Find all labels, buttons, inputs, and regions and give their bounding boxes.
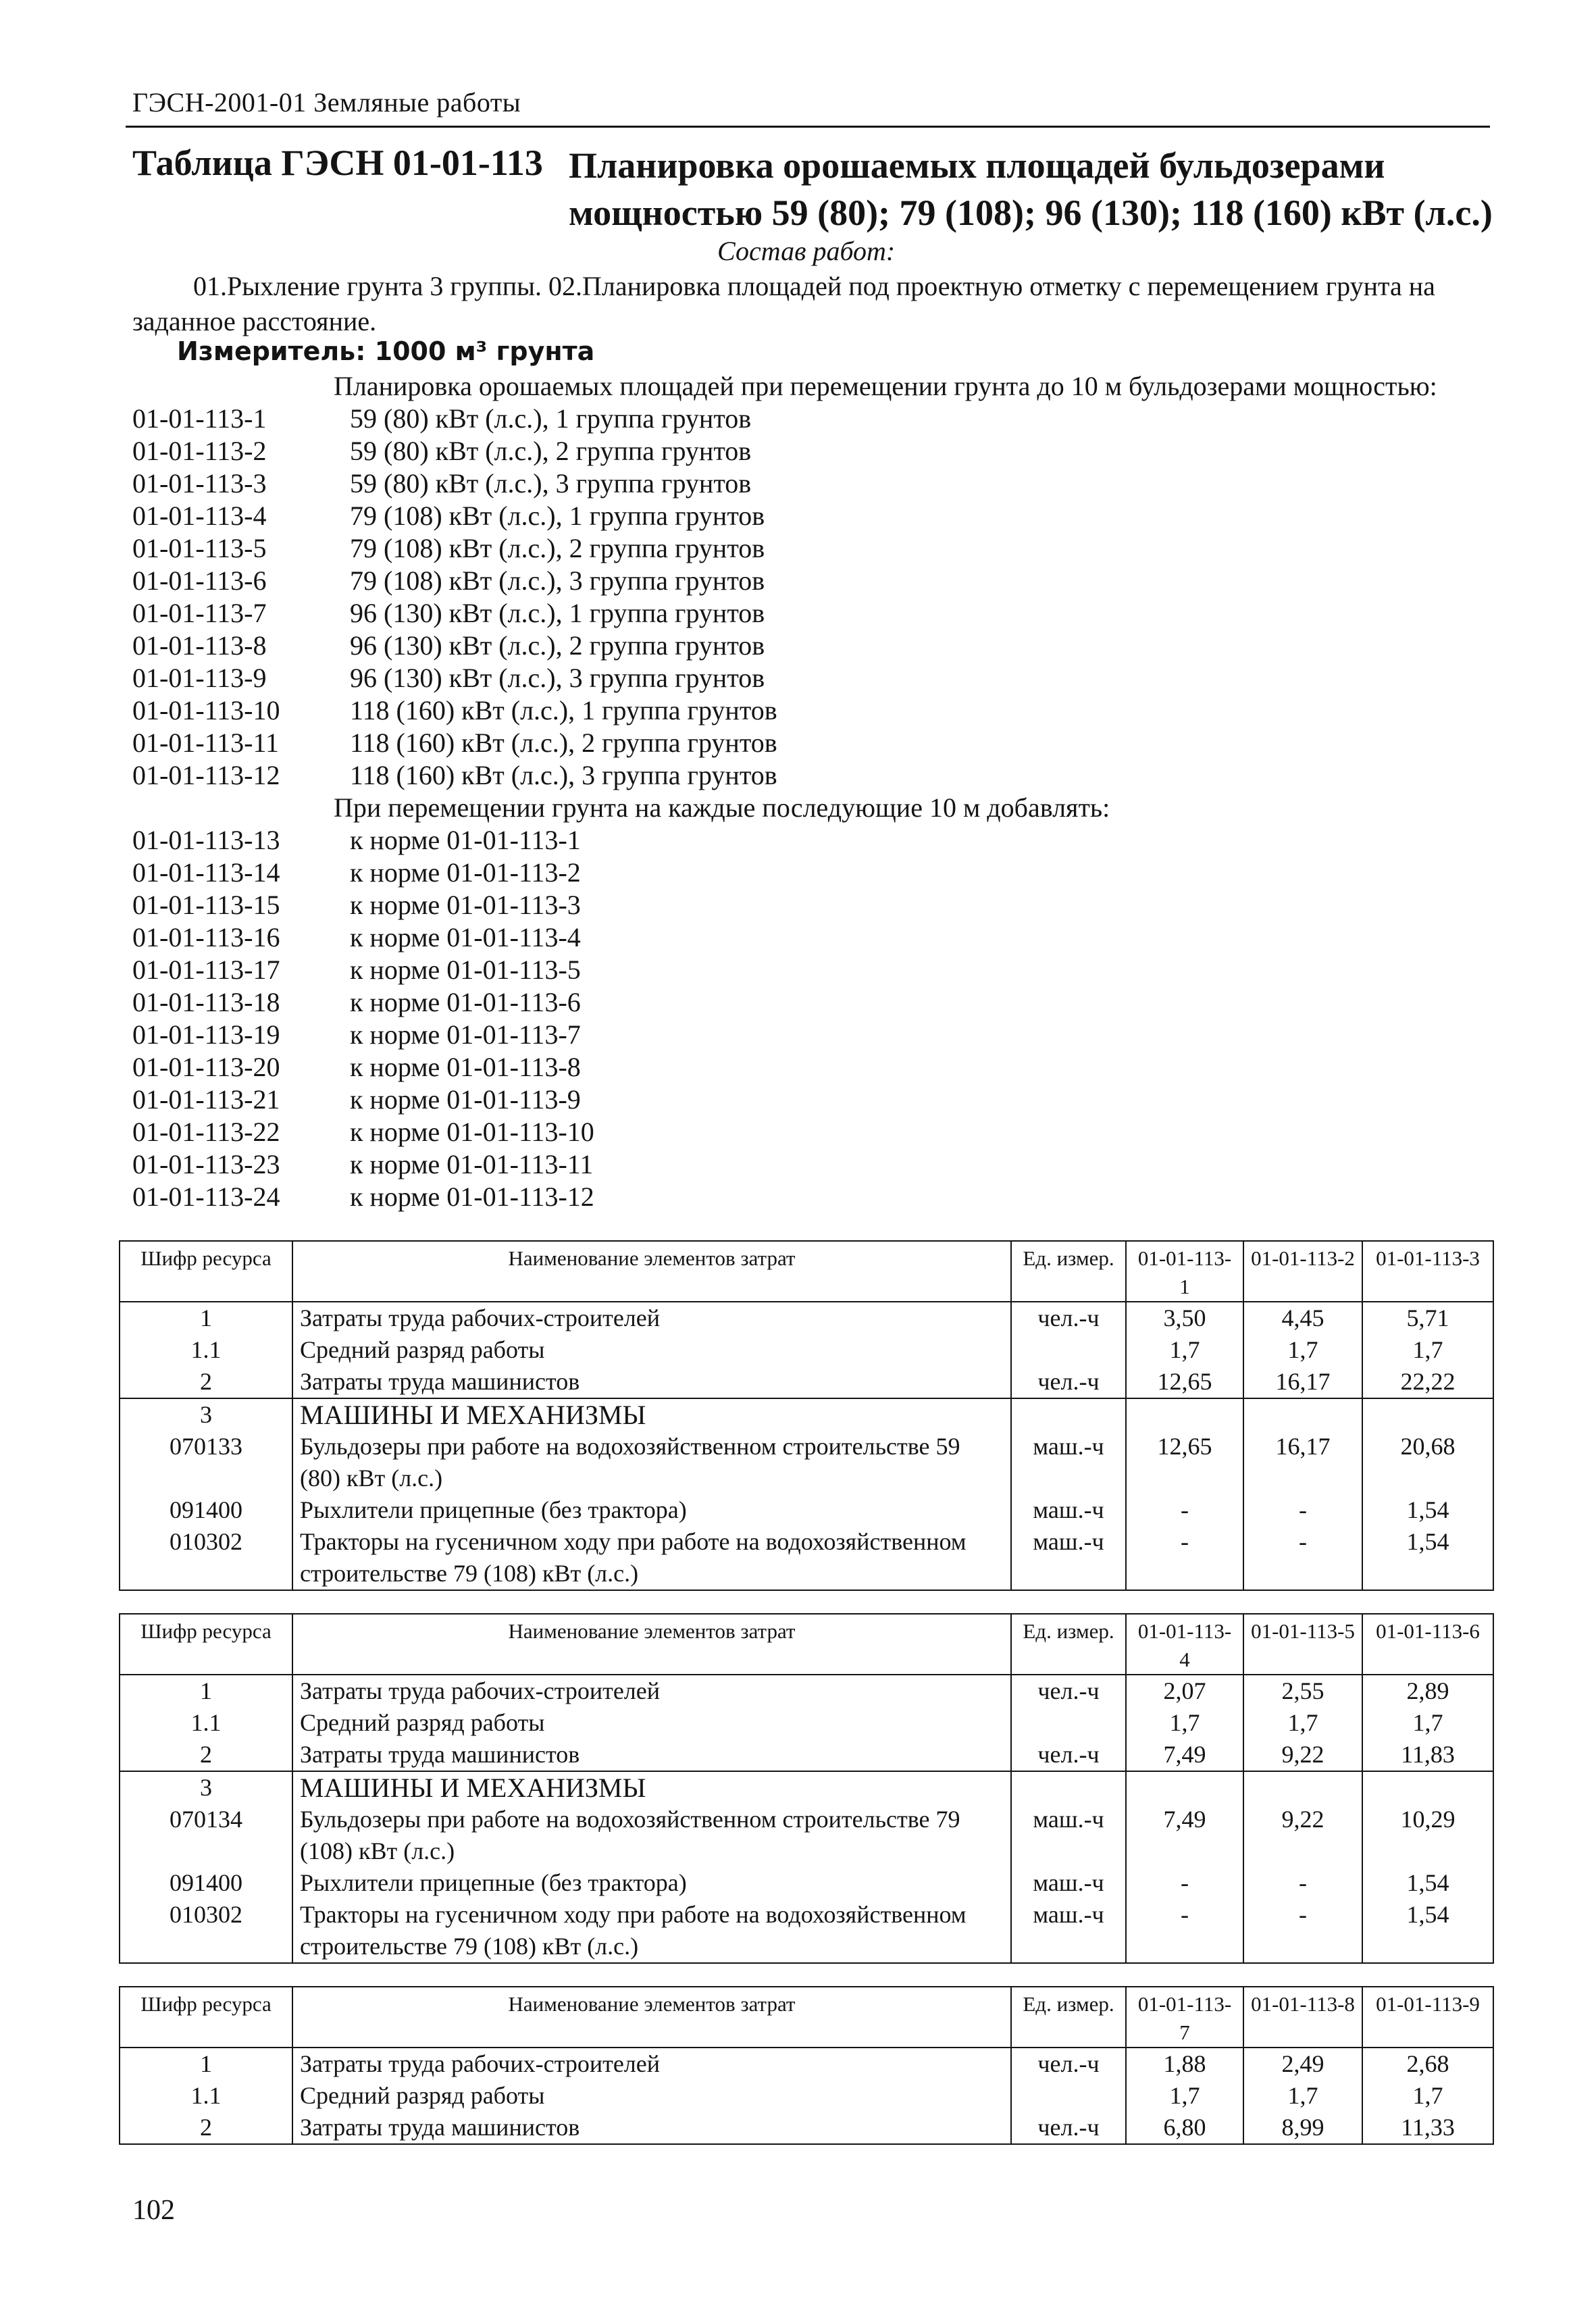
row-value [1126, 1398, 1243, 1431]
norm-desc: к норме 01-01-113-4 [350, 922, 581, 952]
work-composition-text: 01.Рыхление грунта 3 группы. 02.Планировка площадей под проектную отметку с перемещением грунта на заданное расстояние. [132, 271, 1435, 336]
norms-intro: Планировка орошаемых площадей при перемещении грунта до 10 м бульдозерами мощностью: [334, 371, 1437, 401]
row-unit: маш.-ч [1011, 1526, 1126, 1590]
row-value: 1,7 [1243, 1334, 1362, 1366]
table-row [120, 2112, 1493, 2144]
norm-code: 01-01-113-12 [132, 760, 280, 790]
norm-desc: к норме 01-01-113-9 [350, 1084, 581, 1115]
page-number: 102 [132, 2195, 175, 2226]
table-row [120, 1366, 1493, 1398]
row-code: 070133 [120, 1431, 292, 1494]
table-header-row [120, 1614, 1493, 1675]
norm-desc: к норме 01-01-113-2 [350, 857, 581, 888]
row-code: 1 [120, 1302, 292, 1334]
row-unit: чел.-ч [1011, 2112, 1126, 2144]
norm-code: 01-01-113-1 [132, 403, 267, 434]
norm-code: 01-01-113-16 [132, 922, 280, 952]
add-intro: При перемещении грунта на каждые последующие 10 м добавлять: [334, 792, 1110, 823]
row-code: 070134 [120, 1804, 292, 1867]
row-unit: маш.-ч [1011, 1867, 1126, 1899]
norm-code: 01-01-113-9 [132, 663, 267, 693]
row-unit: чел.-ч [1011, 1366, 1126, 1398]
norm-desc: к норме 01-01-113-12 [350, 1181, 594, 1212]
row-unit: чел.-ч [1011, 1739, 1126, 1771]
row-value: - [1243, 1867, 1362, 1899]
row-name: Рыхлители прицепные (без трактора) [292, 1494, 1011, 1526]
row-value: 11,33 [1362, 2112, 1493, 2144]
row-unit [1011, 1334, 1126, 1366]
row-value: - [1243, 1899, 1362, 1963]
row-name: Тракторы на гусеничном ходу при работе на водохозяйственном строительстве 79 (108) кВт (л.с.) [292, 1526, 1011, 1590]
row-unit: маш.-ч [1011, 1899, 1126, 1963]
norm-desc: к норме 01-01-113-7 [350, 1019, 581, 1050]
row-name: Затраты труда машинистов [292, 2112, 1011, 2144]
norm-code: 01-01-113-4 [132, 501, 267, 531]
norm-code: 01-01-113-24 [132, 1181, 280, 1212]
row-name: Затраты труда рабочих-строителей [292, 1302, 1011, 1334]
norm-desc: 59 (80) кВт (л.с.), 3 группа грунтов [350, 468, 752, 499]
row-unit: маш.-ч [1011, 1804, 1126, 1867]
table-title: Планировка орошаемых площадей бульдозерами мощностью 59 (80); 79 (108); 96 (130); 118 (160) кВт (л.с.) [569, 145, 1493, 233]
row-value: 22,22 [1362, 1366, 1493, 1398]
header-name: Наименование элементов затрат [292, 1241, 1011, 1302]
row-name: Рыхлители прицепные (без трактора) [292, 1867, 1011, 1899]
header-norm-col: 01-01-113-6 [1362, 1614, 1493, 1675]
table-row [120, 1867, 1493, 1899]
row-name: Затраты труда рабочих-строителей [292, 1675, 1011, 1707]
norm-desc: 59 (80) кВт (л.с.), 1 группа грунтов [350, 403, 752, 434]
table-row [120, 1804, 1493, 1867]
norm-code: 01-01-113-3 [132, 468, 267, 499]
row-code: 2 [120, 2112, 292, 2144]
row-value: - [1126, 1867, 1243, 1899]
row-unit: маш.-ч [1011, 1431, 1126, 1494]
row-value: 1,7 [1126, 2080, 1243, 2112]
row-value: 12,65 [1126, 1431, 1243, 1494]
header-name: Наименование элементов затрат [292, 1614, 1011, 1675]
row-name: Тракторы на гусеничном ходу при работе на водохозяйственном строительстве 79 (108) кВт (л.с.) [292, 1899, 1011, 1963]
row-value: 1,7 [1362, 1707, 1493, 1739]
row-value [1362, 1771, 1493, 1804]
row-value: 16,17 [1243, 1366, 1362, 1398]
row-code: 2 [120, 1366, 292, 1398]
resource-table-1 [119, 1240, 1494, 1591]
header-norm-col: 01-01-113-3 [1362, 1241, 1493, 1302]
row-code: 091400 [120, 1494, 292, 1526]
row-value: 1,54 [1362, 1494, 1493, 1526]
norm-code: 01-01-113-15 [132, 890, 280, 920]
table-row [120, 1771, 1493, 1804]
row-code: 010302 [120, 1899, 292, 1963]
header-code: Шифр ресурса [120, 1614, 292, 1675]
table-row [120, 1398, 1493, 1431]
row-unit: маш.-ч [1011, 1494, 1126, 1526]
norm-code: 01-01-113-6 [132, 565, 267, 596]
table-header-row [120, 1241, 1493, 1302]
row-name: Затраты труда машинистов [292, 1739, 1011, 1771]
norm-code: 01-01-113-10 [132, 695, 280, 726]
row-value: 1,88 [1126, 2048, 1243, 2080]
table-header-row [120, 1987, 1493, 2048]
header-unit: Ед. измер. [1011, 1241, 1126, 1302]
row-value: - [1243, 1526, 1362, 1590]
norm-desc: к норме 01-01-113-3 [350, 890, 581, 920]
norm-desc: к норме 01-01-113-5 [350, 955, 581, 985]
header-rule [126, 126, 1490, 128]
row-value: - [1126, 1899, 1243, 1963]
table-row [120, 1526, 1493, 1590]
row-code: 3 [120, 1398, 292, 1431]
table-row [120, 2048, 1493, 2080]
row-value: 8,99 [1243, 2112, 1362, 2144]
table-row [120, 1494, 1493, 1526]
header-name: Наименование элементов затрат [292, 1987, 1011, 2048]
norm-desc: к норме 01-01-113-10 [350, 1117, 594, 1147]
row-value: 2,89 [1362, 1675, 1493, 1707]
norm-desc: 96 (130) кВт (л.с.), 3 группа грунтов [350, 663, 765, 693]
row-code: 091400 [120, 1867, 292, 1899]
row-value: 9,22 [1243, 1739, 1362, 1771]
norm-code: 01-01-113-13 [132, 825, 280, 855]
row-unit: чел.-ч [1011, 1675, 1126, 1707]
resource-table-2 [119, 1613, 1494, 1964]
row-code: 1.1 [120, 1707, 292, 1739]
row-code: 2 [120, 1739, 292, 1771]
row-value: 7,49 [1126, 1739, 1243, 1771]
row-value: 4,45 [1243, 1302, 1362, 1334]
row-value [1362, 1398, 1493, 1431]
row-value: 1,7 [1126, 1334, 1243, 1366]
norm-code: 01-01-113-18 [132, 987, 280, 1017]
row-value [1126, 1771, 1243, 1804]
row-value: 1,54 [1362, 1526, 1493, 1590]
table-label: Таблица ГЭСН 01-01-113 [132, 143, 543, 183]
norm-code: 01-01-113-8 [132, 630, 267, 661]
table-row [120, 1739, 1493, 1771]
row-name: Бульдозеры при работе на водохозяйственном строительстве 59 (80) кВт (л.с.) [292, 1431, 1011, 1494]
norm-code: 01-01-113-17 [132, 955, 280, 985]
row-value [1243, 1771, 1362, 1804]
header-norm-col: 01-01-113-5 [1243, 1614, 1362, 1675]
row-name: Средний разряд работы [292, 1707, 1011, 1739]
row-name: Затраты труда рабочих-строителей [292, 2048, 1011, 2080]
table-row [120, 1899, 1493, 1963]
row-unit [1011, 2080, 1126, 2112]
row-value: 2,55 [1243, 1675, 1362, 1707]
norm-desc: 118 (160) кВт (л.с.), 1 группа грунтов [350, 695, 777, 726]
row-value: 16,17 [1243, 1431, 1362, 1494]
row-name: Бульдозеры при работе на водохозяйственном строительстве 79 (108) кВт (л.с.) [292, 1804, 1011, 1867]
norm-desc: к норме 01-01-113-8 [350, 1052, 581, 1082]
norm-code: 01-01-113-5 [132, 533, 267, 563]
norm-desc: 96 (130) кВт (л.с.), 2 группа грунтов [350, 630, 765, 661]
header-unit: Ед. измер. [1011, 1987, 1126, 2048]
row-code: 1.1 [120, 1334, 292, 1366]
header-code: Шифр ресурса [120, 1987, 292, 2048]
norm-desc: к норме 01-01-113-6 [350, 987, 581, 1017]
header-norm-col: 01-01-113-2 [1243, 1241, 1362, 1302]
table-row [120, 1675, 1493, 1707]
header-unit: Ед. измер. [1011, 1614, 1126, 1675]
row-unit [1011, 1707, 1126, 1739]
norm-desc: 118 (160) кВт (л.с.), 3 группа грунтов [350, 760, 777, 790]
row-unit: чел.-ч [1011, 1302, 1126, 1334]
row-value: 7,49 [1126, 1804, 1243, 1867]
row-value: 1,54 [1362, 1899, 1493, 1963]
row-value: 3,50 [1126, 1302, 1243, 1334]
row-value: 11,83 [1362, 1739, 1493, 1771]
row-value: 2,68 [1362, 2048, 1493, 2080]
row-value: - [1243, 1494, 1362, 1526]
row-code: 1.1 [120, 2080, 292, 2112]
norm-code: 01-01-113-2 [132, 436, 267, 466]
row-value: 5,71 [1362, 1302, 1493, 1334]
norm-desc: к норме 01-01-113-11 [350, 1149, 594, 1179]
row-name: Затраты труда машинистов [292, 1366, 1011, 1398]
norm-desc: 96 (130) кВт (л.с.), 1 группа грунтов [350, 598, 765, 628]
header-code: Шифр ресурса [120, 1241, 292, 1302]
norm-code: 01-01-113-19 [132, 1019, 280, 1050]
row-code: 1 [120, 1675, 292, 1707]
row-value: 6,80 [1126, 2112, 1243, 2144]
row-unit: чел.-ч [1011, 2048, 1126, 2080]
row-value: - [1126, 1494, 1243, 1526]
section-heading: МАШИНЫ И МЕХАНИЗМЫ [292, 1398, 1011, 1431]
header-norm-col: 01-01-113-1 [1126, 1241, 1243, 1302]
header-norm-col: 01-01-113-9 [1362, 1987, 1493, 2048]
resource-table-3 [119, 1986, 1494, 2145]
header-norm-col: 01-01-113-8 [1243, 1987, 1362, 2048]
header-norm-col: 01-01-113-4 [1126, 1614, 1243, 1675]
norm-code: 01-01-113-11 [132, 728, 279, 758]
row-value [1243, 1398, 1362, 1431]
row-code: 3 [120, 1771, 292, 1804]
norm-desc: 59 (80) кВт (л.с.), 2 группа грунтов [350, 436, 752, 466]
table-row [120, 1302, 1493, 1334]
row-value: 2,07 [1126, 1675, 1243, 1707]
table-row [120, 1431, 1493, 1494]
table-row [120, 1707, 1493, 1739]
table-row [120, 1334, 1493, 1366]
norm-desc: 79 (108) кВт (л.с.), 2 группа грунтов [350, 533, 765, 563]
norm-code: 01-01-113-22 [132, 1117, 280, 1147]
norm-code: 01-01-113-21 [132, 1084, 280, 1115]
row-value: 1,7 [1126, 1707, 1243, 1739]
row-value: 12,65 [1126, 1366, 1243, 1398]
row-value: 20,68 [1362, 1431, 1493, 1494]
row-value: 9,22 [1243, 1804, 1362, 1867]
row-value: 1,7 [1243, 2080, 1362, 2112]
row-value: 1,7 [1362, 2080, 1493, 2112]
norm-desc: 79 (108) кВт (л.с.), 1 группа грунтов [350, 501, 765, 531]
norm-code: 01-01-113-23 [132, 1149, 280, 1179]
row-code: 1 [120, 2048, 292, 2080]
measurement-unit: Измеритель: 1000 м³ грунта [177, 336, 595, 366]
row-code: 010302 [120, 1526, 292, 1590]
row-value: 1,54 [1362, 1867, 1493, 1899]
norm-desc: к норме 01-01-113-1 [350, 825, 581, 855]
row-value: 1,7 [1362, 1334, 1493, 1366]
row-value: 10,29 [1362, 1804, 1493, 1867]
running-head: ГЭСН-2001-01 Земляные работы [132, 87, 521, 118]
norm-code: 01-01-113-14 [132, 857, 280, 888]
row-unit [1011, 1771, 1126, 1804]
row-value: 2,49 [1243, 2048, 1362, 2080]
norm-code: 01-01-113-7 [132, 598, 267, 628]
work-composition-heading: Состав работ: [717, 236, 896, 266]
row-value: 1,7 [1243, 1707, 1362, 1739]
row-name: Средний разряд работы [292, 2080, 1011, 2112]
norm-code: 01-01-113-20 [132, 1052, 280, 1082]
row-unit [1011, 1398, 1126, 1431]
row-name: Средний разряд работы [292, 1334, 1011, 1366]
norm-desc: 79 (108) кВт (л.с.), 3 группа грунтов [350, 565, 765, 596]
header-norm-col: 01-01-113-7 [1126, 1987, 1243, 2048]
section-heading: МАШИНЫ И МЕХАНИЗМЫ [292, 1771, 1011, 1804]
table-row [120, 2080, 1493, 2112]
row-value: - [1126, 1526, 1243, 1590]
norm-desc: 118 (160) кВт (л.с.), 2 группа грунтов [350, 728, 777, 758]
